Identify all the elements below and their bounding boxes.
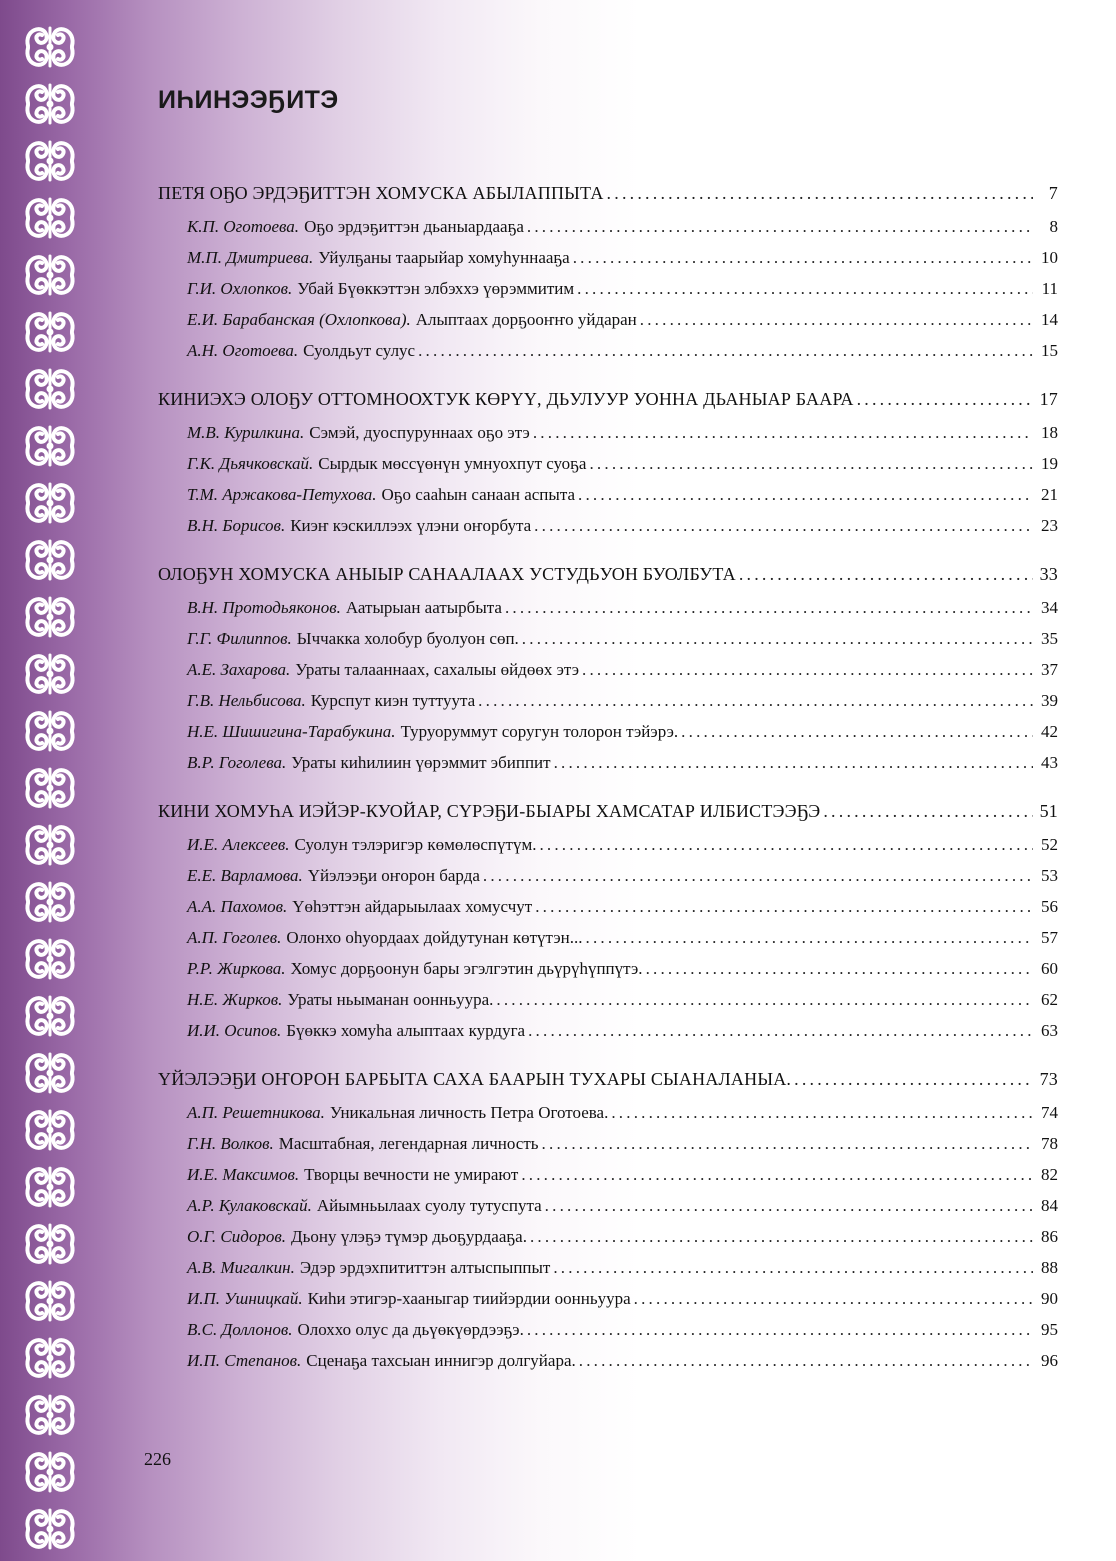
leader-dots — [533, 423, 1033, 443]
toc-section-heading[interactable] — [158, 1069, 1058, 1103]
page-ref: 96 — [1041, 1351, 1058, 1370]
toc-entry[interactable] — [158, 835, 1058, 866]
entry-author: Г.В. Нельбисова. — [187, 691, 306, 710]
toc-entry[interactable] — [158, 691, 1058, 722]
entry-author: М.П. Дмитриева. — [187, 248, 314, 267]
leader-dots — [505, 598, 1033, 618]
entry-author: Е.Е. Варламова. — [187, 866, 303, 885]
leader-dots — [483, 866, 1033, 886]
entry-author: Р.Р. Жиркова. — [187, 959, 286, 978]
entry-title: Уникальная личность Петра Оготоева. — [329, 1103, 609, 1122]
entry-author: К.П. Оготоева. — [187, 217, 300, 236]
page-ref: 14 — [1041, 310, 1058, 329]
page-ref: 7 — [1048, 183, 1058, 203]
leader-dots — [646, 959, 1033, 979]
toc-entry[interactable] — [158, 1021, 1058, 1052]
entry-title: Уйулҕаны таарыйар хомуһуннааҕа — [318, 248, 570, 267]
toc-entry[interactable] — [158, 248, 1058, 279]
section-title: ҮЙЭЛЭЭҔИ ОҤОРОН БАРБЫТА САХА БААРЫН ТУХАРЫ СЫАНАЛАНЫА. — [158, 1069, 792, 1089]
toc-entry[interactable] — [158, 516, 1058, 547]
toc-entry[interactable] — [158, 866, 1058, 897]
leader-dots — [634, 1289, 1033, 1309]
entry-author: Г.И. Охлопков. — [187, 279, 293, 298]
page-ref: 39 — [1041, 691, 1058, 710]
page-number: 226 — [144, 1449, 171, 1469]
entry-author: В.Н. Протодьяконов. — [187, 598, 341, 617]
page-ref: 37 — [1041, 660, 1058, 679]
entry-title: Ураты ньыманан оонньуура. — [287, 990, 494, 1009]
leader-dots — [611, 1103, 1033, 1123]
page-ref: 73 — [1039, 1069, 1058, 1089]
leader-dots — [681, 722, 1033, 742]
page-ref: 52 — [1041, 835, 1058, 854]
toc-section-heading[interactable] — [158, 564, 1058, 598]
entry-title: Оҕо эрдэҕиттэн дьаныардааҕа — [304, 217, 524, 236]
entry-author: В.Н. Борисов. — [187, 516, 286, 535]
table-of-contents — [158, 183, 1058, 1399]
leader-dots — [589, 454, 1033, 474]
leader-dots — [418, 341, 1033, 361]
toc-entry[interactable] — [158, 1165, 1058, 1196]
toc-entry[interactable] — [158, 454, 1058, 485]
page-ref: 21 — [1041, 485, 1058, 504]
page-ref: 88 — [1041, 1258, 1058, 1277]
entry-title: Курспут киэн туттуута — [310, 691, 476, 710]
entry-title: Суолдьут сулус — [303, 341, 416, 360]
entry-title: Ураты киһилиин үөрэммит эбиппит — [291, 753, 551, 772]
entry-title: Масштабная, легендарная личность — [278, 1134, 539, 1153]
page-ref: 51 — [1039, 801, 1058, 821]
leader-dots — [579, 1351, 1033, 1371]
toc-entry[interactable] — [158, 423, 1058, 454]
entry-title: Үйэлээҕи оҥорон барда — [307, 866, 480, 885]
leader-dots — [545, 1196, 1033, 1216]
entry-author: А.П. Решетникова. — [187, 1103, 325, 1122]
leader-dots — [478, 691, 1033, 711]
entry-title: Эдэр эрдэхпититтэн алтыспыппыт — [299, 1258, 551, 1277]
entry-title: Туруоруммут соругун толорон тэйэрэ. — [400, 722, 679, 741]
entry-author: Г.К. Дьячковскай. — [187, 454, 314, 473]
entry-author: М.В. Курилкина. — [187, 423, 305, 442]
page-ref: 17 — [1039, 389, 1058, 409]
entry-author: И.П. Степанов. — [187, 1351, 302, 1370]
toc-section-heading[interactable] — [158, 389, 1058, 423]
entry-author: А.Р. Кулаковскай. — [187, 1196, 312, 1215]
leader-dots — [527, 1320, 1033, 1340]
toc-section — [158, 183, 1058, 372]
leader-dots — [857, 389, 1033, 410]
leader-dots — [577, 279, 1033, 299]
entry-author: Г.Н. Волков. — [187, 1134, 274, 1153]
toc-entry[interactable] — [158, 897, 1058, 928]
entry-title: Ураты талааннаах, сахалыы өйдөөх этэ — [295, 660, 580, 679]
toc-entry[interactable] — [158, 928, 1058, 959]
entry-author: А.А. Пахомов. — [187, 897, 288, 916]
page-ref: 18 — [1041, 423, 1058, 442]
entry-title: Творцы вечности не умирают — [304, 1165, 519, 1184]
page-ref: 10 — [1041, 248, 1058, 267]
entry-author: О.Г. Сидоров. — [187, 1227, 286, 1246]
entry-title: Убай Бүөккэттэн элбэххэ үөрэммитим — [297, 279, 575, 298]
leader-dots — [530, 1227, 1033, 1247]
toc-entry[interactable] — [158, 1351, 1058, 1382]
page-ref: 53 — [1041, 866, 1058, 885]
entry-title: Киэҥ кэскиллээх үлэни оҥорбута — [290, 516, 532, 535]
page-ref: 35 — [1041, 629, 1058, 648]
leader-dots — [528, 1021, 1033, 1041]
section-title: ПЕТЯ ОҔО ЭРДЭҔИТТЭН ХОМУСКА АБЫЛАППЫТА — [158, 183, 604, 203]
entry-title: Сырдык мөссүөнүн умнуохпут суоҕа — [318, 454, 587, 473]
page-ref: 84 — [1041, 1196, 1058, 1215]
toc-entry[interactable] — [158, 990, 1058, 1021]
page-ref: 15 — [1041, 341, 1058, 360]
page-ref: 34 — [1041, 598, 1058, 617]
toc-entry[interactable] — [158, 959, 1058, 990]
entry-author: А.В. Мигалкин. — [187, 1258, 295, 1277]
toc-section-heading[interactable] — [158, 183, 1058, 217]
page-ref: 60 — [1041, 959, 1058, 978]
page-ref: 90 — [1041, 1289, 1058, 1308]
toc-entry[interactable] — [158, 1289, 1058, 1320]
leader-dots — [640, 310, 1033, 330]
entry-title: Хомус дорҕоонун бары эгэлгэтин дьүрүһүппүтэ. — [290, 959, 643, 978]
entry-title: Олонхо оһуордаах дойдутунан көтүтэн... — [286, 928, 583, 947]
toc-section-heading[interactable] — [158, 801, 1058, 835]
entry-title: Айымньылаах суолу тутуспута — [316, 1196, 542, 1215]
toc-section — [158, 564, 1058, 784]
leader-dots — [578, 485, 1033, 505]
entry-title: Үөһэттэн айдарыылаах хомусчут — [292, 897, 533, 916]
page-ref: 43 — [1041, 753, 1058, 772]
toc-entry[interactable] — [158, 629, 1058, 660]
entry-author: И.Е. Алексеев. — [187, 835, 290, 854]
leader-dots — [573, 248, 1033, 268]
section-title: КИНИЭХЭ ОЛОҔУ ОТТОМНООХТУК КӨРҮҮ, ДЬУЛУУР УОННА ДЬАНЫАР БААРА — [158, 389, 854, 409]
entry-author: В.С. Доллонов. — [187, 1320, 293, 1339]
section-title: ОЛОҔУН ХОМУСКА АНЫЫР САНААЛААХ УСТУДЬУОН БУОЛБУТА — [158, 564, 736, 584]
entry-title: Киһи этигэр-хааныгар тиийэрдии оонньуура — [307, 1289, 631, 1308]
leader-dots — [496, 990, 1033, 1010]
page-ref: 63 — [1041, 1021, 1058, 1040]
page-ref: 11 — [1041, 279, 1058, 298]
page-title: ИҺИНЭЭҔИТЭ — [158, 86, 339, 114]
entry-author: И.И. Осипов. — [187, 1021, 282, 1040]
leader-dots — [582, 660, 1033, 680]
toc-section — [158, 389, 1058, 547]
entry-author: И.П. Ушницкай. — [187, 1289, 303, 1308]
toc-entry[interactable] — [158, 1320, 1058, 1351]
toc-entry[interactable] — [158, 753, 1058, 784]
toc-entry[interactable] — [158, 1103, 1058, 1134]
entry-author: А.Н. Оготоева. — [187, 341, 299, 360]
page-ref: 86 — [1041, 1227, 1058, 1246]
toc-section — [158, 1069, 1058, 1382]
leader-dots — [554, 753, 1033, 773]
toc-entry[interactable] — [158, 217, 1058, 248]
leader-dots — [607, 183, 1033, 204]
leader-dots — [534, 516, 1033, 536]
page-ref: 62 — [1041, 990, 1058, 1009]
leader-dots — [522, 629, 1033, 649]
toc-entry[interactable] — [158, 722, 1058, 753]
page-ref: 8 — [1049, 217, 1058, 236]
entry-author: В.Р. Гоголева. — [187, 753, 287, 772]
entry-author: Е.И. Барабанская (Охлопкова). — [187, 310, 411, 329]
leader-dots — [739, 564, 1033, 585]
entry-title: Суолун тэлэригэр көмөлөспүтүм. — [294, 835, 537, 854]
entry-title: Алыптаах дорҕооҥҥо уйдаран — [415, 310, 637, 329]
entry-author: И.Е. Максимов. — [187, 1165, 300, 1184]
toc-entry[interactable] — [158, 1227, 1058, 1258]
entry-title: Бүөккэ хомуһа алыптаах курдуга — [286, 1021, 526, 1040]
entry-author: Г.Г. Филиппов. — [187, 629, 292, 648]
toc-section — [158, 801, 1058, 1052]
entry-author: А.П. Гоголев. — [187, 928, 282, 947]
entry-title: Сценаҕа тахсыан иннигэр долгуйара. — [306, 1351, 576, 1370]
leader-dots — [539, 835, 1033, 855]
toc-entry[interactable] — [158, 341, 1058, 372]
leader-dots — [553, 1258, 1033, 1278]
leader-dots — [823, 801, 1033, 822]
toc-entry[interactable] — [158, 310, 1058, 341]
entry-author: Т.М. Аржакова-Петухова. — [187, 485, 377, 504]
entry-title: Сэмэй, дуоспуруннаах оҕо этэ — [309, 423, 530, 442]
page-ref: 19 — [1041, 454, 1058, 473]
page-ref: 42 — [1041, 722, 1058, 741]
entry-title: Аатырыан аатырбыта — [345, 598, 502, 617]
entry-title: Дьону үлэҕэ түмэр дьоҕурдааҕа. — [291, 1227, 527, 1246]
page-ref: 33 — [1039, 564, 1058, 584]
page-ref: 82 — [1041, 1165, 1058, 1184]
entry-title: Оҕо сааһын санаан аспыта — [381, 485, 576, 504]
page-ref: 78 — [1041, 1134, 1058, 1153]
leader-dots — [535, 897, 1033, 917]
leader-dots — [794, 1069, 1033, 1090]
page-ref: 95 — [1041, 1320, 1058, 1339]
toc-entry[interactable] — [158, 485, 1058, 516]
entry-title: Ыччакка холобур буолуон сөп. — [296, 629, 519, 648]
entry-title: Олоххо олус да дьүөкүөрдээҕэ. — [297, 1320, 524, 1339]
page-ref: 56 — [1041, 897, 1058, 916]
section-title: КИНИ ХОМУҺА ИЭЙЭР-КУОЙАР, СҮРЭҔИ-БЫАРЫ ХАМСАТАР ИЛБИСТЭЭҔЭ — [158, 801, 821, 821]
toc-entry[interactable] — [158, 279, 1058, 310]
toc-entry[interactable] — [158, 598, 1058, 629]
entry-author: А.Е. Захарова. — [187, 660, 291, 679]
leader-dots — [586, 928, 1033, 948]
toc-entry[interactable] — [158, 1196, 1058, 1227]
page-ref: 23 — [1041, 516, 1058, 535]
page-ref: 57 — [1041, 928, 1058, 947]
leader-dots — [527, 217, 1033, 237]
toc-entry[interactable] — [158, 1134, 1058, 1165]
entry-author: Н.Е. Шишигина-Тарабукина. — [187, 722, 396, 741]
leader-dots — [542, 1134, 1033, 1154]
leader-dots — [521, 1165, 1033, 1185]
entry-author: Н.Е. Жирков. — [187, 990, 283, 1009]
page-ref: 74 — [1041, 1103, 1058, 1122]
toc-entry[interactable] — [158, 1258, 1058, 1289]
toc-entry[interactable] — [158, 660, 1058, 691]
decorative-ornament-border — [0, 0, 110, 1561]
